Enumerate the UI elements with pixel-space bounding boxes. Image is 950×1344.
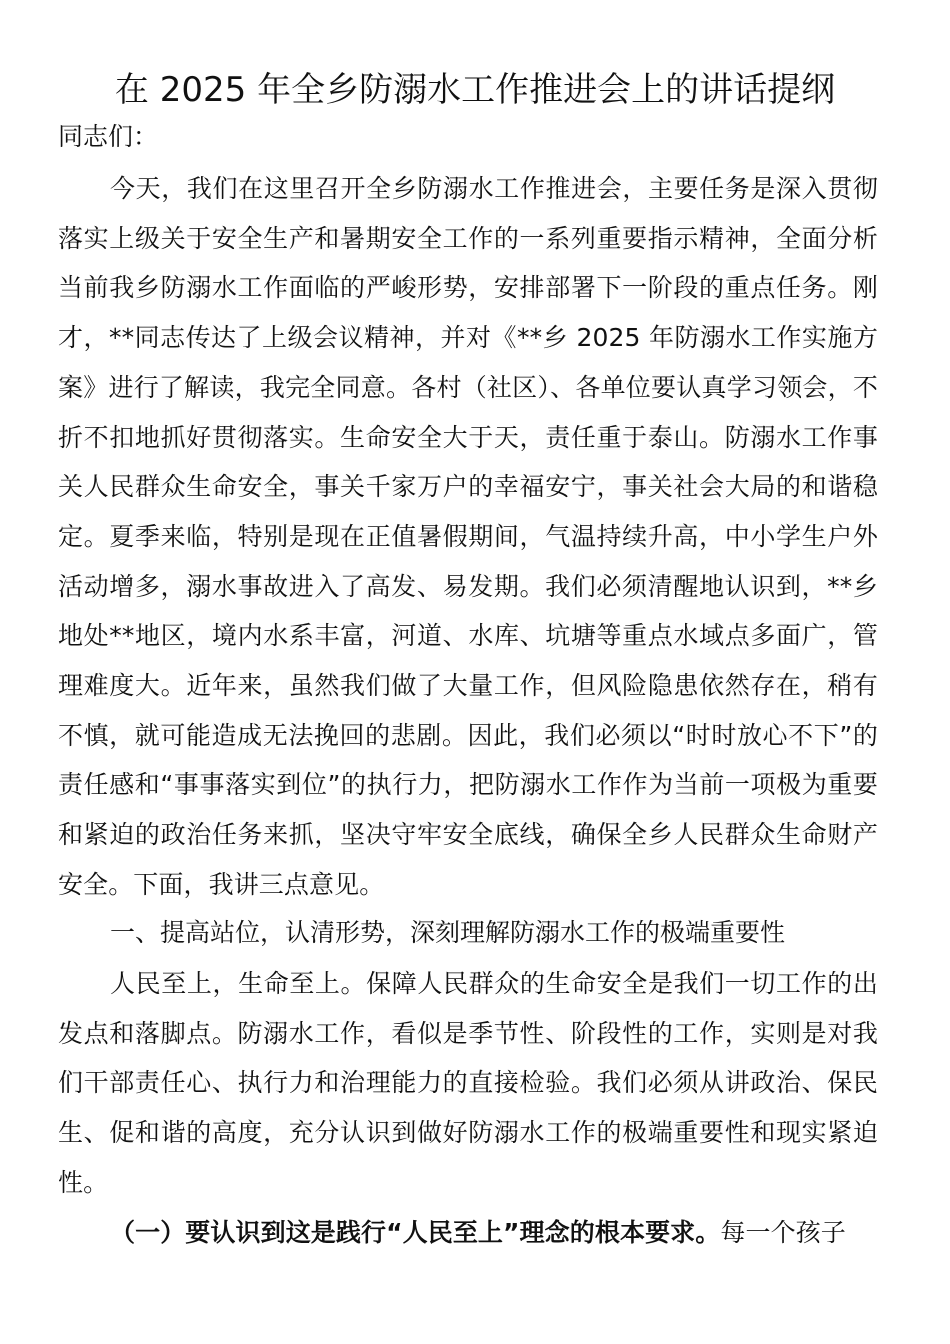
section-heading-1: 一、提高站位，认清形势，深刻理解防溺水工作的极端重要性 [110,918,786,947]
subsection-heading: （一）要认识到这是践行“人民至上”理念的根本要求。 [110,1218,721,1247]
document-title: 在 2025 年全乡防溺水工作推进会上的讲话提纲 [114,70,836,110]
paragraph-subsection-1 [58,1208,878,1258]
salutation: 同志们： [58,122,159,151]
paragraph-opening: 今天，我们在这里召开全乡防溺水工作推进会，主要任务是深入贯彻落实上级关于安全生产和暑期安全工作的一系列重要指示精神，全面分析当前我乡防溺水工作面临的严峻形势，安排部署下一阶段的重点任务。刚才，**同志传达了上级会议精神，并对《**乡 2025 年防溺水工作实施方案》进行了解读，我完全同意。各村（社区）、各单位要认真学习领会，不折不扣地抓好贯彻落实。生命安全大于天，责任重于泰山。防溺水工作事关人民群众生命安全，事关千家万户的幸福安宁，事关社会大局的和谐稳定。夏季来临，特别是现在正值暑假期间，气温持续升高，中小学生户外活动增多，溺水事故进入了高发、易发期。我们必须清醒地认识到，**乡地处**地区，境内水系丰富，河道、水库、坑塘等重点水域点多面广，管理难度大。近年来，虽然我们做了大量工作，但风险隐患依然存在，稍有不慎，就可能造成无法挽回的悲剧。因此，我们必须以“时时放心不下”的责任感和“事事落实到位”的执行力，把防溺水工作作为当前一项极为重要和紧迫的政治任务来抓，坚决守牢安全底线，确保全乡人民群众生命财产安全。下面，我讲三点意见。 [58,174,878,899]
paragraph-section-1: 人民至上，生命至上。保障人民群众的生命安全是我们一切工作的出发点和落脚点。防溺水工作，看似是季节性、阶段性的工作，实则是对我们干部责任心、执行力和治理能力的直接检验。我们必须从讲政治、保民生、促和谐的高度，充分认识到做好防溺水工作的极端重要性和现实紧迫性。 [58,969,878,1197]
subsection-text: 每一个孩子 [720,1218,846,1247]
